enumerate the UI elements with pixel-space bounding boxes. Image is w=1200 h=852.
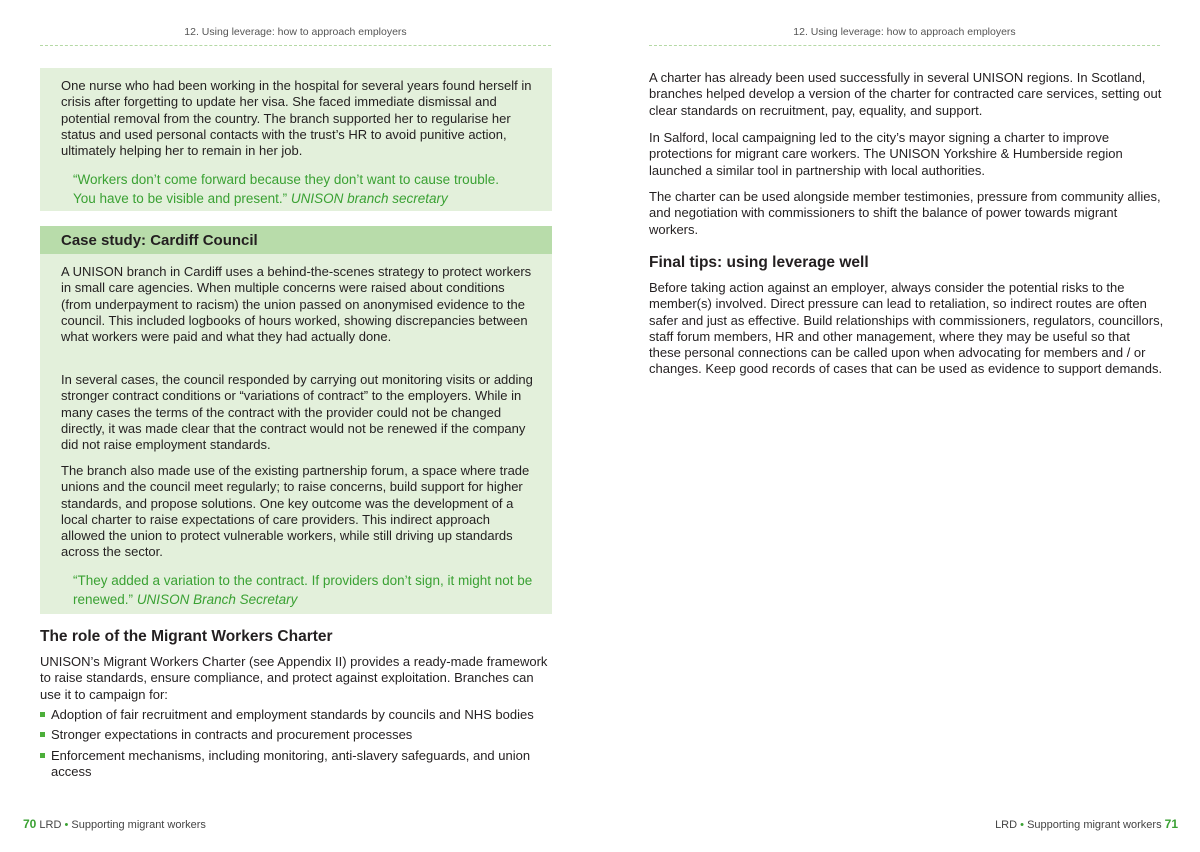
right-page [600,0,1200,852]
quote-text: “Workers don’t come forward because they don’t want to cause trouble. You have to be visible and present.” [73,172,499,206]
charter-paragraph: A charter has already been used successfully in several UNISON regions. In Scotland, branches helped develop a version of the charter for contracted care services, setting out clear standards on recruitment, pay, equality, and support. [649,70,1162,118]
case-study-title: Case study: Cardiff Council [61,232,258,249]
charter-intro: UNISON’s Migrant Workers Charter (see Appendix II) provides a ready-made framework to raise standards, ensure compliance, and protect against exploitation. Branches can use it to campaign for: [40,654,548,702]
branch-secretary-quote [73,171,513,208]
charter-bullet-list [40,707,545,784]
quote-source: UNISON branch secretary [290,190,448,206]
list-item: Enforcement mechanisms, including monitoring, anti-slavery safeguards, and union access [40,748,545,781]
running-head: 12. Using leverage: how to approach employers [649,25,1160,46]
running-head: 12. Using leverage: how to approach employers [40,25,551,46]
bullet-dot-icon: • [1020,819,1024,831]
case-study-paragraph: In several cases, the council responded by carrying out monitoring visits or adding stronger contract conditions or “variations of contract” to the employers. While in many cases the terms of the contract with the provider could not be changed directly, it was made clear that the contract would not be renewed if the company did not raise employment standards. [61,372,533,453]
page-number: 70 [23,817,37,831]
charter-paragraph: The charter can be used alongside member testimonies, pressure from community allies, and negotiation with commissioners to shift the balance of power towards migrant workers. [649,189,1161,237]
case-study-box [40,254,552,614]
case-study-header [40,226,552,254]
nurse-example-box [40,68,552,211]
footer-org: LRD [995,819,1018,831]
quote-source: UNISON Branch Secretary [136,591,298,607]
case-study-paragraph: The branch also made use of the existing partnership forum, a space where trade unions and the council meet regularly; to raise concerns, build support for higher standards, and propose solutions. One key outcome was the development of a local charter to raise expectations of care providers. This indirect approach allowed the union to protect vulnerable workers, while still driving up standards across the sector. [61,463,530,560]
list-item: Stronger expectations in contracts and procurement processes [40,727,545,743]
nurse-example-text: One nurse who had been working in the hospital for several years found herself in crisis after forgetting to update her visa. She faced immediate dismissal and potential removal from the country. The branch supported her to regularise her status and used personal contacts with the trust’s HR to avoid punitive action, ultimately helping her to remain in her job. [61,78,532,159]
quote-text: “They added a variation to the contract. If providers don’t sign, it might not be renewed.” [73,573,533,607]
tips-paragraph: Before taking action against an employer, always consider the potential risks to the member(s) involved. Direct pressure can lead to retaliation, so indirect routes are often safer and just as effective. Build relationships with commissioners, regulators, councillors, staff forum members, HR and other management, where they may be useful so that these personal connections can be called upon when advocating for members and / or changes. Keep good records of cases that can be used as evidence to support demands. [649,280,1164,377]
bullet-dot-icon: • [64,819,69,831]
page-number: 71 [1164,817,1178,831]
footer-title: Supporting migrant workers [1027,819,1162,831]
tips-heading: Final tips: using leverage well [649,254,869,271]
page-footer [995,817,1178,832]
footer-org: LRD [39,819,62,831]
charter-paragraph: In Salford, local campaigning led to the city’s mayor signing a charter to improve protections for migrant care workers. The UNISON Yorkshire & Humberside region launched a similar tool in partnership with local authorities. [649,130,1123,178]
page-footer [23,817,206,832]
case-study-paragraph: A UNISON branch in Cardiff uses a behind-the-scenes strategy to protect workers in small care agencies. When multiple concerns were raised about conditions (from underpayment to racism) the union passed on anonymised evidence to the council. This included logbooks of hours worked, showing discrepancies between what workers were paid and what they had actually done. [61,264,532,345]
case-study-quote [73,572,533,609]
charter-heading: The role of the Migrant Workers Charter [40,628,333,645]
footer-title: Supporting migrant workers [71,819,206,831]
list-item: Adoption of fair recruitment and employment standards by councils and NHS bodies [40,707,545,723]
